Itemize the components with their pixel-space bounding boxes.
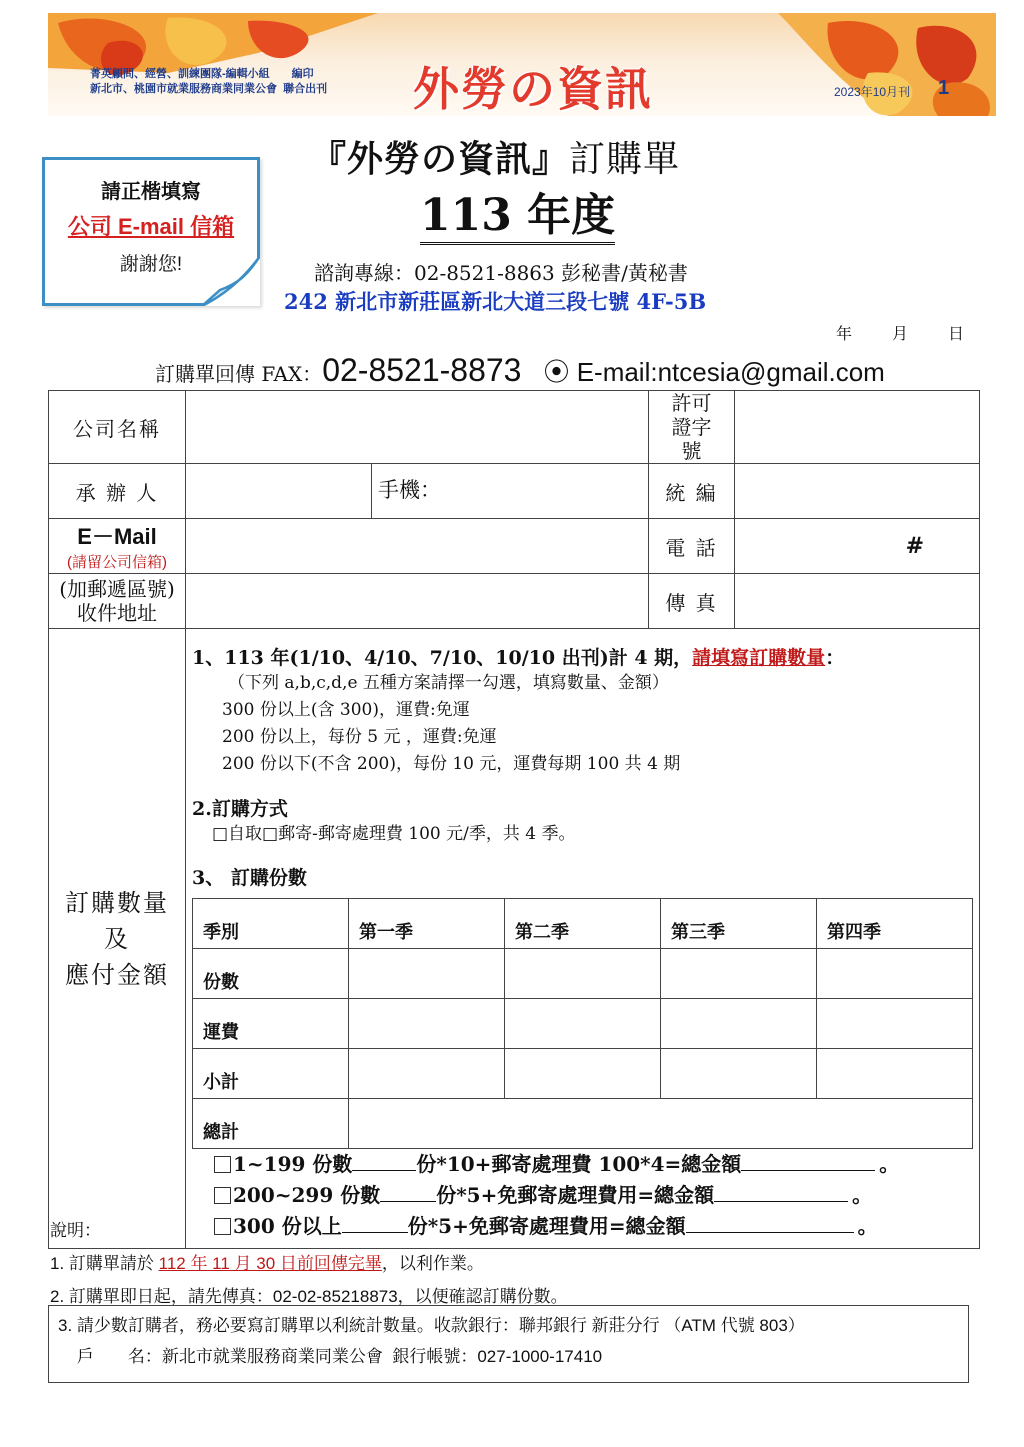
fax-field-label: 傳 真 (649, 574, 735, 629)
col-q4: 第四季 (817, 899, 973, 949)
order-qty-label (49, 629, 186, 1249)
company-name-field[interactable] (186, 391, 649, 464)
page-curl-icon (202, 256, 260, 306)
section1-warning: 請填寫訂購數量 (692, 647, 826, 669)
subtotal-q3[interactable] (661, 1049, 817, 1099)
option-1-end: 。 (879, 1152, 900, 1176)
note-1-pre: 1. 訂購單請於 (50, 1254, 159, 1273)
option-1-blank-2[interactable] (741, 1170, 875, 1171)
brand-logo: 外勞の資訊 (413, 62, 653, 116)
subtotal-q1[interactable] (349, 1049, 505, 1099)
tax-id-field[interactable] (735, 464, 980, 519)
mailing-address-field[interactable] (186, 574, 649, 629)
row-shipping: 運費 (193, 999, 349, 1049)
mailing-address-text: 收件地址 (77, 601, 157, 625)
form-title-main: 『外勞の資訊』 (310, 138, 570, 180)
option-2[interactable] (192, 1180, 973, 1211)
option-1-b: 份*10+郵寄處理費 100*4=總金額 (416, 1152, 742, 1176)
section1-intro: （下列 a,b,c,d,e 五種方案請擇一勾選，填寫數量、金額） (228, 673, 669, 693)
contact-person-label: 承 辦 人 (49, 464, 186, 519)
option-1-a: 1~199 份數 (233, 1152, 353, 1176)
fax-field[interactable] (735, 574, 980, 629)
quantity-table (192, 898, 973, 1149)
copies-q4[interactable] (817, 949, 973, 999)
option-2-b: 份*5+免郵寄處理費用=總金額 (436, 1183, 715, 1207)
contact-person-field[interactable] (186, 464, 372, 519)
date-day-label: 日 (948, 324, 965, 343)
notes-section (50, 1214, 568, 1313)
company-name-label: 公司名稱 (49, 391, 186, 464)
option-3-blank-2[interactable] (686, 1232, 854, 1233)
col-q1: 第一季 (349, 899, 505, 949)
plan-2: 200 份以上，每份 5 元 ，運費:免運 (222, 727, 497, 747)
email-label: E－Mail (77, 524, 157, 549)
subtotal-q4[interactable] (817, 1049, 973, 1099)
col-q2: 第二季 (505, 899, 661, 949)
page-number: 1 (938, 77, 950, 99)
note-2: 2. 訂購單即日起，請先傳真：02-02-85218873，以便確認訂購份數。 (50, 1287, 568, 1306)
option-3-end: 。 (857, 1214, 878, 1238)
date-year-label: 年 (836, 324, 853, 343)
note-1-post: ，以利作業。 (381, 1254, 484, 1273)
reminder-note (42, 157, 260, 306)
org-line-1: 菁英顧問、經營、訓練團隊-編輯小組 編印 (90, 68, 314, 80)
fax-row (155, 352, 885, 389)
fax-label: 訂購單回傳 FAX： (155, 362, 323, 386)
hotline: 諮詢專線：02-8521-8863 彭秘書/黃秘書 (314, 261, 688, 285)
option-2-blank-1[interactable] (380, 1201, 436, 1202)
section1-heading (192, 643, 973, 670)
form-title (310, 131, 680, 182)
contact-email: ⦿ E-mail:ntcesia@gmail.com (543, 357, 885, 387)
form-title-suffix: 訂購單 (569, 139, 681, 180)
mobile-label: 手機： (378, 478, 441, 502)
email-field[interactable] (186, 519, 649, 574)
note-1-deadline: 112 年 11 月 30 日前回傳完畢 (158, 1254, 382, 1273)
subtotal-q2[interactable] (505, 1049, 661, 1099)
note-4: 戶 名：新北市就業服務商業同業公會 銀行帳號：027-1000-17410 (58, 1347, 603, 1366)
total-field[interactable] (349, 1099, 973, 1149)
section1-heading-end: ： (825, 647, 845, 669)
note-3: 3. 請少數訂購者，務必要寫訂購單以利統計數量。收款銀行：聯邦銀行 新莊分行 （ATM 代號 803） (58, 1316, 805, 1335)
option-1-blank-1[interactable] (352, 1170, 416, 1171)
option-3-a: 300 份以上 (233, 1214, 342, 1238)
notes-title: 說明： (50, 1221, 101, 1240)
org-line-2: 新北市、桃園市就業服務商業同業公會 聯合出刊 (90, 83, 328, 95)
option-1[interactable] (192, 1149, 973, 1180)
email-note: (請留公司信箱) (67, 554, 167, 571)
option-1-checkbox[interactable] (214, 1156, 231, 1173)
option-2-a: 200~299 份數 (233, 1183, 381, 1207)
row-copies: 份數 (193, 949, 349, 999)
order-section (186, 629, 980, 1249)
shipping-q4[interactable] (817, 999, 973, 1049)
shipping-q2[interactable] (505, 999, 661, 1049)
copies-q1[interactable] (349, 949, 505, 999)
delivery-options[interactable]: □自取□郵寄-郵寄處理費 100 元/季，共 4 季。 (212, 824, 576, 844)
fax-number: 02-8521-8873 (322, 352, 522, 388)
order-qty-line-1: 訂購數量 (65, 888, 169, 917)
section3-heading: 3、 訂購份數 (192, 867, 307, 889)
bank-info-box (48, 1305, 969, 1383)
copies-q3[interactable] (661, 949, 817, 999)
address: 242 新北市新莊區新北大道三段七號 4F-5B (284, 289, 707, 314)
order-qty-line-2: 及 (104, 924, 130, 953)
header-banner (48, 13, 996, 116)
note-line-2: 公司 E-mail 信箱 (67, 214, 235, 239)
license-no-field[interactable] (735, 391, 980, 464)
option-3-b: 份*5+免郵寄處理費用=總金額 (407, 1214, 686, 1238)
form-year: 113 年度 (420, 192, 615, 245)
plan-3: 200 份以下(不含 200)，每份 10 元，運費每期 100 共 4 期 (222, 754, 681, 774)
order-qty-line-3: 應付金額 (65, 960, 169, 989)
note-line-1: 請正楷填寫 (101, 181, 201, 203)
shipping-q1[interactable] (349, 999, 505, 1049)
option-2-end: 。 (852, 1183, 873, 1207)
date-row (836, 321, 964, 344)
copies-q2[interactable] (505, 949, 661, 999)
note-line-3: 謝謝您! (119, 254, 183, 275)
date-month-label: 月 (892, 324, 909, 343)
row-subtotal: 小計 (193, 1049, 349, 1099)
phone-field[interactable] (735, 519, 980, 574)
license-no-label (649, 391, 735, 464)
license-no-text: 許可證字號 (671, 391, 712, 463)
section1-heading-text: 1、113 年(1/10、4/10、7/10、10/10 出刊)計 4 期， (192, 647, 693, 669)
tax-id-label: 統 編 (649, 464, 735, 519)
zip-note: (加郵遞區號) (59, 577, 175, 601)
note-1 (50, 1247, 568, 1280)
email-label-cell (49, 519, 186, 574)
phone-extension-mark: # (905, 533, 924, 559)
order-form-table (48, 390, 980, 1249)
phone-label: 電 話 (649, 519, 735, 574)
plan-1: 300 份以上(含 300)，運費:免運 (222, 700, 470, 720)
mailing-address-label (49, 574, 186, 629)
section2-heading: 2.訂購方式 (192, 798, 288, 820)
mobile-field[interactable] (372, 464, 649, 519)
option-2-checkbox[interactable] (214, 1187, 231, 1204)
shipping-q3[interactable] (661, 999, 817, 1049)
col-season: 季別 (193, 899, 349, 949)
issue-date: 2023年10月刊 (834, 85, 911, 99)
row-total: 總計 (193, 1099, 349, 1149)
option-2-blank-2[interactable] (714, 1201, 848, 1202)
col-q3: 第三季 (661, 899, 817, 949)
